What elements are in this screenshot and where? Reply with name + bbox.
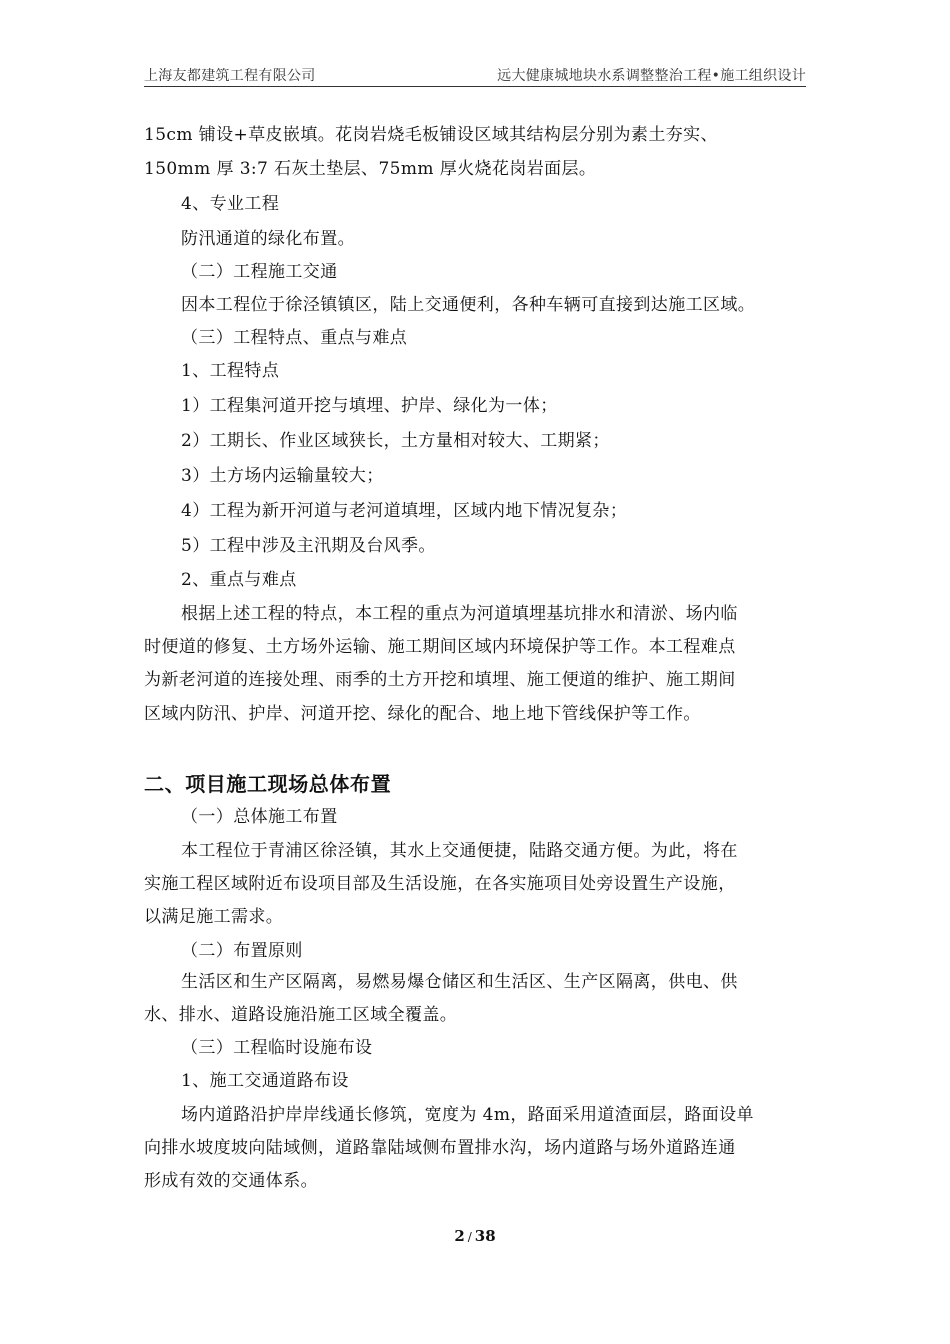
body-line: 150mm 厚 3:7 石灰土垫层、75mm 厚火烧花岗岩面层。 [144,159,597,179]
subheading: （二）工程施工交通 [181,262,338,282]
body-line: 水、排水、道路设施沿施工区域全覆盖。 [144,1005,458,1025]
section-title: 二、项目施工现场总体布置 [144,772,392,796]
list-item: 5）工程中涉及主汛期及台风季。 [181,536,436,556]
list-item: 4）工程为新开河道与老河道填埋，区域内地下情况复杂； [181,501,628,521]
current-page: 2 [454,1227,465,1245]
page-separator: / [467,1230,472,1244]
list-item: 2）工期长、作业区域狭长，土方量相对较大、工期紧； [181,431,610,451]
body-line: 生活区和生产区隔离，易燃易爆仓储区和生活区、生产区隔离，供电、供 [181,972,738,992]
subheading: 1、工程特点 [181,361,280,381]
body-line: 以满足施工需求。 [144,907,284,927]
subheading: （一）总体施工布置 [181,807,338,827]
list-item: 3）土方场内运输量较大； [181,466,384,486]
body-line: 因本工程位于徐泾镇镇区，陆上交通便利，各种车辆可直接到达施工区域。 [181,295,756,315]
subheading: （三）工程特点、重点与难点 [181,328,408,348]
page-header [144,62,806,87]
body-line: 时便道的修复、土方场外运输、施工期间区域内环境保护等工作。本工程难点 [144,637,736,657]
body-line: 为新老河道的连接处理、雨季的土方开挖和填埋、施工便道的维护、施工期间 [144,670,736,690]
body-line: 防汛通道的绿化布置。 [181,229,355,249]
body-line: 向排水坡度坡向陆域侧，道路靠陆域侧布置排水沟，场内道路与场外道路连通 [144,1138,736,1158]
subheading: （二）布置原则 [181,941,303,961]
body-line: 15cm 铺设+草皮嵌填。花岗岩烧毛板铺设区域其结构层分别为素土夯实、 [144,125,718,145]
body-line: 实施工程区域附近布设项目部及生活设施，在各实施项目处旁设置生产设施， [144,874,736,894]
list-item: 1）工程集河道开挖与填埋、护岸、绿化为一体； [181,396,558,416]
page-number [0,1227,950,1245]
body-line: 形成有效的交通体系。 [144,1171,318,1191]
subheading: 1、施工交通道路布设 [181,1071,349,1091]
subheading: （三）工程临时设施布设 [181,1038,373,1058]
total-pages: 38 [474,1227,496,1245]
body-line: 区域内防汛、护岸、河道开挖、绿化的配合、地上地下管线保护等工作。 [144,704,701,724]
header-project: 远大健康城地块水系调整整治工程•施工组织设计 [497,68,806,84]
body-line: 本工程位于青浦区徐泾镇，其水上交通便捷，陆路交通方便。为此，将在 [181,841,738,861]
header-company: 上海友都建筑工程有限公司 [144,68,316,84]
subheading: 4、专业工程 [181,194,280,214]
subheading: 2、重点与难点 [181,570,297,590]
body-line: 场内道路沿护岸岸线通长修筑，宽度为 4m，路面采用道渣面层，路面设单 [181,1105,754,1125]
body-line: 根据上述工程的特点，本工程的重点为河道填埋基坑排水和清淤、场内临 [181,604,738,624]
